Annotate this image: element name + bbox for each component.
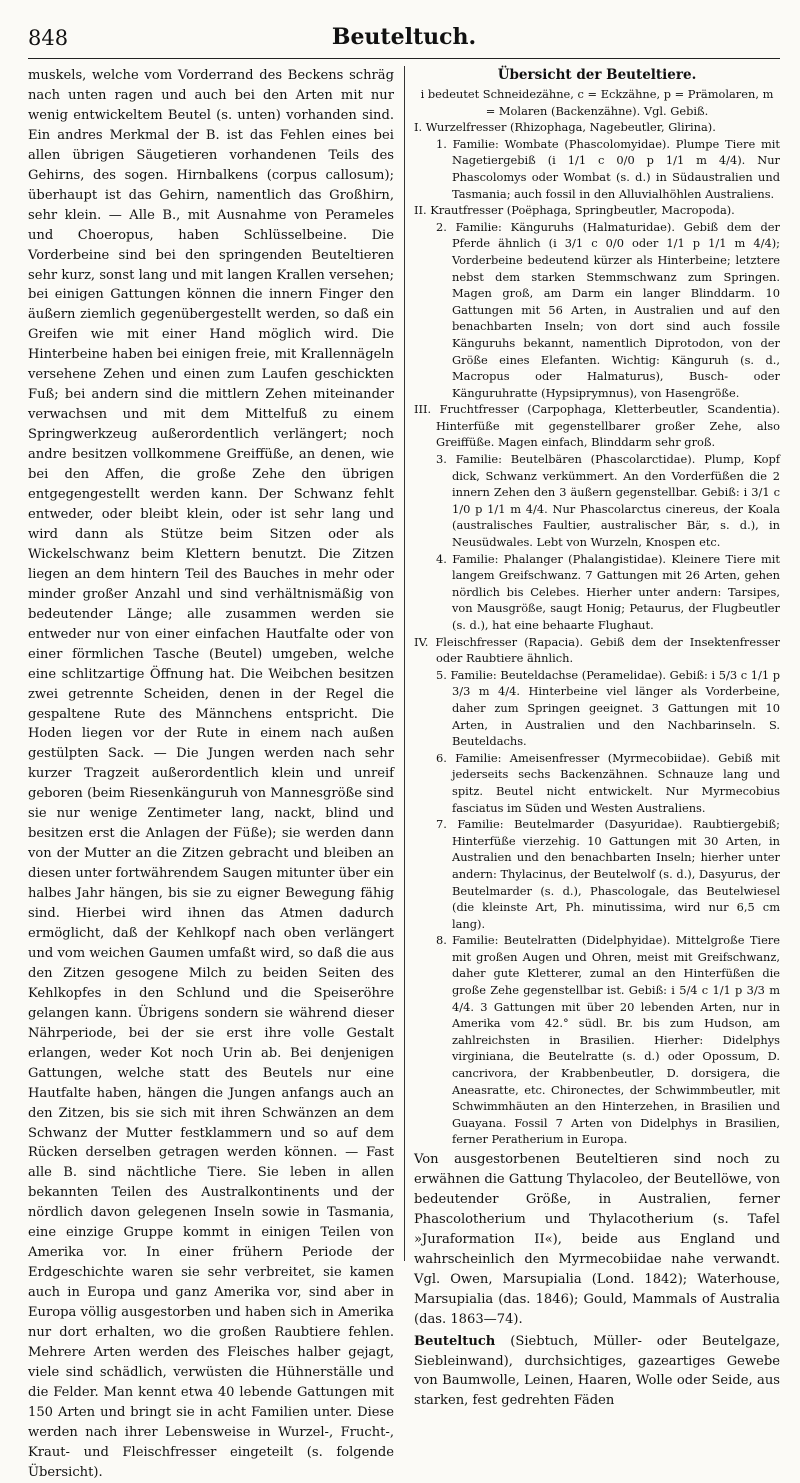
- family-entry: 3. Familie: Beutelbären (Phascolarctidae). Plump, Kopf dick, Schwanz verkümmert. An den Vorderfüßen die 2 innern Zehen den 3 äußern gegenstellbar. Gebiß: i 3/1 c 1/0 p 1/1 m 4/4. Nur Phascolarctus cinereus, der Koala (australisches Faultier, australischer Bär, s. d.), in Neusüdwales. Lebt von Wurzeln, Knospen etc.: [436, 452, 780, 550]
- family-entry: 6. Familie: Ameisenfresser (Myrmecobiidae). Gebiß mit jederseits sechs Backenzähnen. Schnauze lang und spitz. Beutel nicht entwickelt. Nur Myrmecobius fasciatus im Süden und Westen Australiens.: [436, 750, 780, 815]
- group-heading: III. Fruchtfresser (Carpophaga, Kletterbeutler, Scandentia). Hinterfüße mit gegenstellbarer großer Zehe, also Greiffüße. Magen einfach, Blinddarm sehr groß.: [414, 402, 780, 450]
- running-title: Beuteltuch.: [331, 24, 477, 50]
- family-entry: 7. Familie: Beutelmarder (Dasyuridae). Raubtiergebiß; Hinterfüße vierzehig. 10 Gattungen mit 30 Arten, in Australien und den benachbarten Inseln; hierher unter andern: Thylacinus, der Beutelwolf (s. d.), Dasyurus, der Beutelmarder (s. d.), Phascologale, das Beutelwiesel (die kleinste Art, Ph. minutissima, wird nur 6,5 cm lang).: [436, 817, 780, 931]
- page-header: [28, 18, 780, 59]
- family-entry: 8. Familie: Beutelratten (Didelphyidae). Mittelgroße Tiere mit großen Augen und Ohren, meist mit Greifschwanz, daher gute Kletterer, zumal an den Hinterfüßen die große Zehe gegenstellbar ist. Gebiß: i 5/4 c 1/1 p 3/3 m 4/4. 3 Gattungen mit über 20 lebenden Arten, nur in Amerika vom 42.° südl. Br. bis zum Hudson, am zahlreichsten in Brasilien. Hierher: Didelphys virginiana, die Beutelratte (s. d.) oder Opossum, D. cancrivora, der Krabbenbeutler, D. dorsigera, die Aneasratte, etc. Chironectes, der Schwimmbeutler, mit Schwimmhäuten an den Hinterzehen, in Brasilien und Guayana. Fossil 7 Arten von Didelphys in Brasilien, ferner Peratherium in Europa.: [436, 933, 780, 1147]
- family-entry: 5. Familie: Beuteldachse (Peramelidae). Gebiß: i 5/3 c 1/1 p 3/3 m 4/4. Hinterbeine viel länger als Vorderbeine, daher zum Springen geeignet. 3 Gattungen mit 10 Arten, in Australien und den Nachbarinseln. S. Beuteldachs.: [436, 667, 780, 749]
- right-column: [414, 66, 780, 1411]
- left-column: [28, 66, 394, 1483]
- page: [28, 18, 780, 1480]
- family-entry: 4. Familie: Phalanger (Phalangistidae). Kleinere Tiere mit langem Greifschwanz. 7 Gattungen mit 26 Arten, gehen nördlich bis Celebes. Hierher unter andern: Tarsipes, von Mausgröße, saugt Honig; Petaurus, der Flugbeutler (s. d.), hat eine behaarte Flughaut.: [436, 551, 780, 632]
- entry-beuteltuch: [414, 1332, 780, 1412]
- entry-headword: Beuteltuch: [414, 1333, 496, 1349]
- overview-box: [414, 66, 780, 1148]
- overview-legend-line: i bedeutet Schneidezähne, c = Eckzähne, p = Prämolaren, m: [420, 87, 774, 101]
- group-heading: I. Wurzelfresser (Rhizophaga, Nagebeutler, Glirina).: [414, 120, 716, 135]
- family-entry: 2. Familie: Känguruhs (Halmaturidae). Gebiß dem der Pferde ähnlich (i 3/1 c 0/0 oder 1/1 p 1/1 m 4/4); Vorderbeine bedeutend kürzer als Hinterbeine; letztere nebst dem starken Stemmschwanz zum Springen. Magen groß, am Darm ein langer Blinddarm. 10 Gattungen mit 56 Arten, in Australien und auf den benachbarten Inseln; von dort sind auch fossile Känguruhs bekannt, namentlich Diprotodon, von der Größe eines Elefanten. Wichtig: Känguruh (s. d., Macropus oder Halmaturus), Busch- oder Känguruhratte (Hypsiprymnus), von Hasengröße.: [436, 219, 780, 400]
- group-heading: IV. Fleischfresser (Rapacia). Gebiß dem der Insektenfresser oder Raubtiere ähnlich.: [414, 634, 780, 666]
- overview-title: Übersicht der Beuteltiere.: [497, 67, 697, 83]
- left-column-text: muskels, welche vom Vorderrand des Beckens schräg nach unten ragen und auch bei den Arten mit nur wenig entwickeltem Beutel (s. unten) vorhanden sind. Ein andres Merkmal der B. ist das Fehlen eines bei allen übrigen Säugetieren vorhandenen Teils des Gehirns, des sogen. Hirnbalkens (corpus callosum); überhaupt ist das Gehirn, namentlich das Großhirn, sehr klein. — Alle B., mit Ausnahme von Perameles und Choeropus, haben Schlüsselbeine. Die Vorderbeine sind bei den springenden Beuteltieren sehr kurz, sonst lang und mit langen Krallen versehen; bei einigen Gattungen können die innern Finger den äußern ziemlich gegenübergestellt werden, so daß ein Greifen wie mit einer Hand möglich wird. Die Hinterbeine haben bei einigen freie, mit Krallennägeln versehene Zehen und einen zum Laufen geschickten Fuß; bei andern sind die mittlern Zehen miteinander verwachsen und mit dem Mittelfuß zu einem Springwerkzeug außerordentlich verlängert; noch andre besitzen vollkommene Greiffüße, an denen, wie bei den Affen, die große Zehe den übrigen entgegengestellt werden kann. Der Schwanz fehlt entweder, oder bleibt klein, oder ist sehr lang und wird dann als Stütze beim Sitzen oder als Wickelschwanz beim Klettern benutzt. Die Zitzen liegen an dem hintern Teil des Bauches in mehr oder minder großer Anzahl und sind verhältnismäßig von bedeutender Länge; alle zusammen werden sie entweder nur von einer einfachen Hautfalte oder von einer förmlichen Tasche (Beutel) umgeben, welche eine schlitzartige Öffnung hat. Die Weibchen besitzen zwei getrennte Scheiden, denen in der Regel die gespaltene Rute des Männchens entspricht. Die Hoden liegen vor der Rute in einem nach außen gestülpten Sack. — Die Jungen werden nach sehr kurzer Tragzeit außerordentlich klein und unreif geboren (beim Riesenkänguruh von Mannesgröße sind sie nur wenige Zentimeter lang, nackt, blind und besitzen erst die Anlagen der Füße); sie werden dann von der Mutter an die Zitzen gebracht und bleiben an diesen unter fortwährendem Saugen mitunter über ein halbes Jahr hängen, bis sie zu eigner Bewegung fähig sind. Hierbei wird ihnen das Atmen dadurch ermöglicht, daß der Kehlkopf nach oben verlängert und vom weichen Gaumen umfaßt wird, so daß die aus den Zitzen gesogene Milch zu beiden Seiten des Kehlkopfes in den Schlund und die Speiseröhre gelangen kann. Übrigens sondern sie während dieser Nährperiode, bei der sie erst ihre volle Gestalt erlangen, weder Kot noch Urin ab. Bei denjenigen Gattungen, welche statt des Beutels nur eine Hautfalte haben, hängen die Jungen anfangs auch an den Zitzen, bis sie sich mit ihren Schwänzen an dem Schwanz der Mutter festklammern und so auf dem Rücken derselben getragen werden können. — Fast alle B. sind nächtliche Tiere. Sie leben in allen bekannten Teilen des Australkontinents und der nördlich davon gelegenen Inseln sowie in Tasmania, eine einzige Gruppe kommt in einigen Teilen von Amerika vor. In einer frühern Periode der Erdgeschichte waren sie sehr verbreitet, sie kamen auch in Europa und ganz Amerika vor, sind aber in Europa völlig ausgestorben und haben sich in Amerika nur dort erhalten, wo die großen Raubtiere fehlen. Mehrere Arten werden des Fleisches halber gejagt, viele sind schädlich, verwüsten die Hühnerställe und die Felder. Man kennt etwa 40 lebende Gattungen mit 150 Arten und bringt sie in acht Familien unter. Diese werden nach ihrer Lebensweise in Wurzel-, Frucht-, Kraut- und Fleischfresser eingeteilt (s. folgende Übersicht).: [28, 68, 394, 1480]
- group-heading: II. Krautfresser (Poëphaga, Springbeutler, Macropoda).: [414, 203, 735, 218]
- column-divider: [404, 66, 405, 1261]
- extinct-marsupials-paragraph: Von ausgestorbenen Beuteltieren sind noch zu erwähnen die Gattung Thylacoleo, der Beutellöwe, von bedeutender Größe, in Australien, ferner Phascolotherium und Thylacotherium (s. Tafel »Juraformation II«), beide aus England und wahrscheinlich den Myrmecobiidae nahe verwandt. Vgl. Owen, Marsupialia (Lond. 1842); Waterhouse, Marsupialia (das. 1846); Gould, Mammals of Australia (das. 1863—74).: [414, 1152, 780, 1327]
- page-number: 848: [28, 26, 69, 50]
- columns: [28, 66, 780, 1480]
- family-entry: 1. Familie: Wombate (Phascolomyidae). Plumpe Tiere mit Nagetiergebiß (i 1/1 c 0/0 p 1/1 m 4/4). Nur Phascolomys oder Wombat (s. d.) in Südaustralien und Tasmania; auch fossil in den Alluvialhöhlen Australiens.: [436, 136, 780, 201]
- entry-text: (Siebtuch, Müller- oder Beutelgaze, Siebleinwand), durchsichtiges, gazeartiges Gewebe von Baumwolle, Leinen, Haaren, Wolle oder Seide, aus starken, fest gedrehten Fäden: [414, 1333, 780, 1409]
- overview-legend-line: = Molaren (Backenzähne). Vgl. Gebiß.: [485, 103, 709, 118]
